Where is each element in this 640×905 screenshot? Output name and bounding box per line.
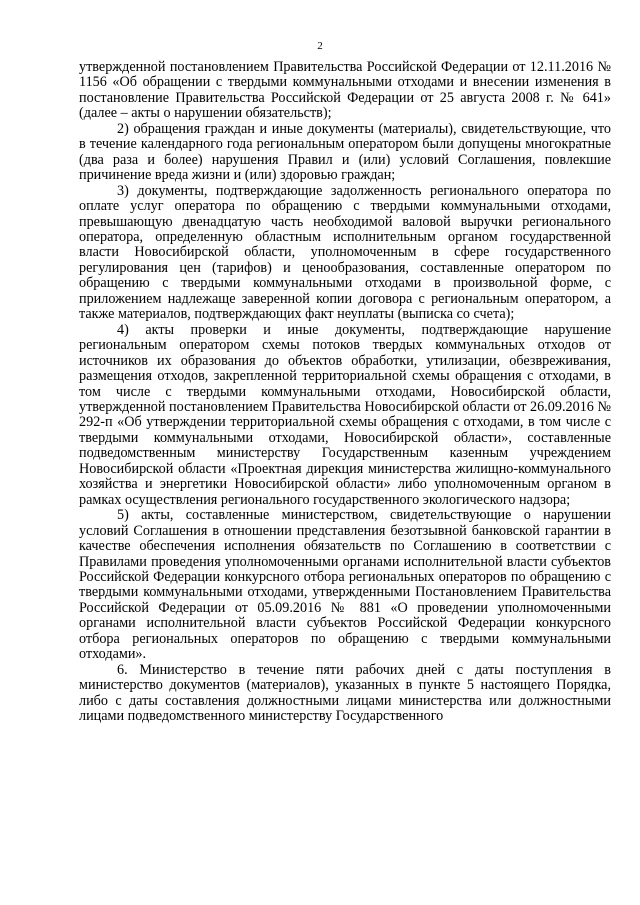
paragraph-item-2: 2) обращения граждан и иные документы (материалы), свидетельствующие, что в течение календарного года региональным оператором были допущены многократные (два раза и более) нарушения Правил и (или) условий Соглашения, повлекшие причинение вреда жизни и (или) здоровью граждан; <box>79 120 611 184</box>
page-number: 2 <box>317 40 323 52</box>
paragraph-continuation: утвержденной постановлением Правительства Российской Федерации от 12.11.2016 № 1156 «Об обращении с твердыми коммунальными отходами и внесении изменения в постановление Правительства Российской Федерации от 25 августа 2008 г. № 641» (далее – акты о нарушении обязательств); <box>79 59 611 122</box>
paragraph-item-4: 4) акты проверки и иные документы, подтверждающие нарушение региональным оператором схемы потоков твердых коммунальных отходов от источников их образования до объектов обработки, утилизации, обезвреживания, размещения отходов, закрепленной территориальной схемы обращения с отходами, в том числе с твердыми коммунальными отходами, Новосибирской области, утвержденной постановлением Правительства Новосибирской области от 26.09.2016 № 292-п «Об утверждении территориальной схемы обращения с отходами, в том числе с твердыми коммунальными отходами, Новосибирской области», составленные подведомственным министерству Государственным казенным учреждением Новосибирской области «Проектная дирекция министерства жилищно-коммунального хозяйства и энергетики Новосибирской области» либо уполномоченным органом в рамках осуществления регионального государственного экологического надзора; <box>79 321 611 508</box>
document-body <box>79 60 611 724</box>
paragraph-item-3: 3) документы, подтверждающие задолженность регионального оператора по оплате услуг оператора по обращению с твердыми коммунальными отходами, превышающую двенадцатую часть необходимой валовой выручки регионального оператора, определенную областным исполнительным органом государственной власти Новосибирской области, уполномоченным в сфере государственного регулирования цен (тарифов) и ценообразования, составленные оператором по обращению с твердыми коммунальными отходами в произвольной форме, с приложением надлежаще заверенной копии договора с региональным оператором, а также материалов, подтверждающих факт неуплаты (выписка со счета); <box>79 182 611 323</box>
paragraph-item-5: 5) акты, составленные министерством, свидетельствующие о нарушении условий Соглашения в отношении представления безотзывной банковской гарантии в качестве обеспечения исполнения обязательств по Соглашению в соответствии с Правилами проведения уполномоченными органами исполнительной власти субъектов Российской Федерации конкурсного отбора региональных операторов по обращению с твердыми коммунальными отходами, утвержденными Постановлением Правительства Российской Федерации от 05.09.2016 № 881 «О проведении уполномоченными органами исполнительной власти субъектов Российской Федерации конкурсного отбора региональных операторов по обращению с твердыми коммунальными отходами». <box>79 507 611 663</box>
paragraph-clause-6: 6. Министерство в течение пяти рабочих дней с даты поступления в министерство документов (материалов), указанных в пункте 5 настоящего Порядка, либо с даты составления должностными лицами министерства или должностными лицами подведомственного министерству Государственного <box>79 661 611 725</box>
